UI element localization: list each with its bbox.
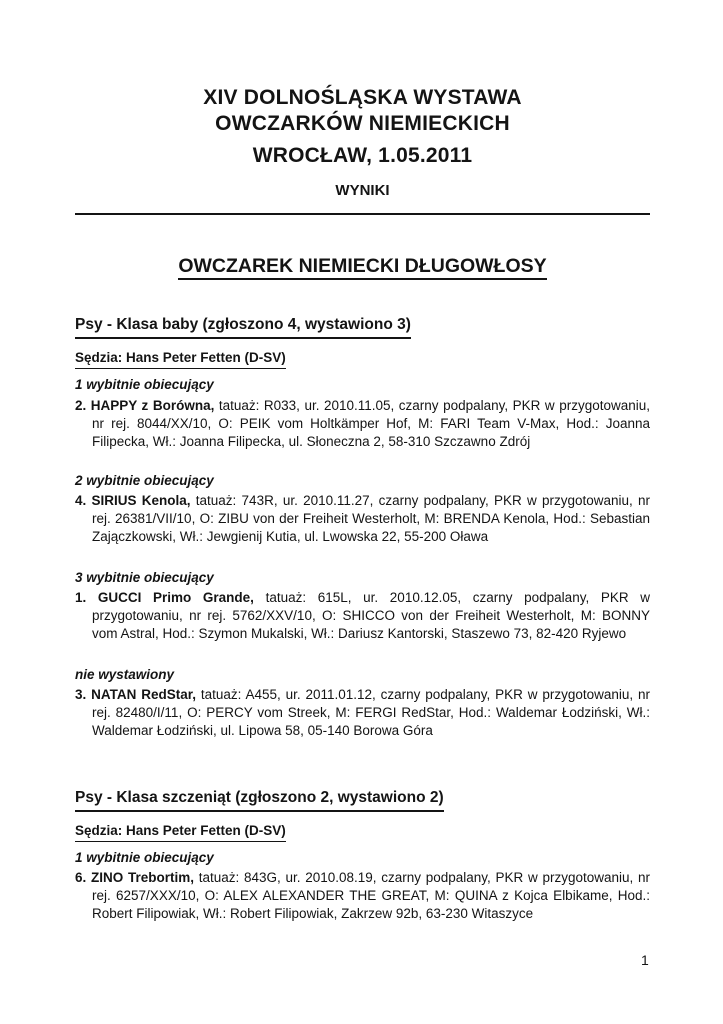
dog-entry [75, 397, 650, 451]
dog-entry [75, 589, 650, 643]
header-divider [75, 213, 650, 215]
dog-details: tatuaż: 615L, ur. 2010.12.05, czarny podpalany, PKR w przygotowaniu, nr rej. 5762/XXV/10, O: SHICCO von der Freiheit Westerholt, M: BONNY vom Astral, Hod.: Szymon Mukalski, Wł.: Dariusz Kantorski, Staszewo 73, 82-420 Ryjewo [92, 590, 650, 641]
placement-label: nie wystawiony [75, 667, 175, 682]
breed-title: OWCZAREK NIEMIECKI DŁUGOWŁOSY [178, 255, 546, 280]
title-line-1: XIV DOLNOŚLĄSKA WYSTAWA [203, 86, 522, 109]
placement-label: 1 wybitnie obiecujący [75, 377, 214, 392]
dog-name: 6. ZINO Treborti​m, [75, 870, 194, 885]
breed-heading [75, 253, 650, 279]
dog-name: 1. GUCCI Primo Grande, [75, 590, 254, 605]
title-line-3: WROCŁAW, 1.05.2011 [252, 144, 473, 167]
subtitle: WYNIKI [335, 182, 390, 199]
dog-details: tatuaż: 843G, ur. 2010.08.19, czarny podpalany, PKR w przygotowaniu, nr rej. 6257/XXX/10, O: ALEX ALEXANDER THE GREAT, M: QUINA z Kojca Elbikame, Hod.: Robert Filipowiak, Wł.: Robert Filipowiak, Zakrzew 92b, 63-230 Witaszyce [92, 870, 650, 921]
placement-label: 1 wybitnie obiecujący [75, 850, 214, 865]
dog-name: 4. SIRIUS Kenola, [75, 493, 191, 508]
page-number: 1 [641, 952, 649, 968]
dog-name: 2. HAPPY z Borówna, [75, 398, 215, 413]
dog-entry [75, 686, 650, 740]
dog-details: tatuaż: R033, ur. 2010.11.05, czarny podpalany, PKR w przygotowaniu, nr rej. 8044/XX/10, O: PEIK vom Holtkämper Hof, M: FARI Team V-Max, Hod.: Joanna Filipecka, Wł.: Joanna Filipecka, ul. Słoneczna 2, 58-310 Szczawno Zdrój [92, 398, 650, 449]
dog-name: 3. NATAN RedStar, [75, 687, 196, 702]
judge-line: Sędzia: Hans Peter Fetten (D-SV) [75, 349, 286, 369]
dog-details: tatuaż: A455, ur. 2011.01.12, czarny podpalany, PKR w przygotowaniu, nr rej. 82480/I/11, O: PERCY vom Streek, M: FERGI RedStar, Hod.: Waldemar Łodziński, Wł.: Waldemar Łodziński, ul. Lipowa 58, 05-140 Borowa Góra [92, 687, 650, 738]
dog-details: tatuaż: 743R, ur. 2010.11.27, czarny podpalany, PKR w przygotowaniu, nr rej. 26381/VII/10, O: ZIBU von der Freiheit Westerholt, M: BRENDA Kenola, Hod.: Sebastian Zajączkowski, Wł.: Jewgienij Kutia, ul. Lwowska 22, 55-200 Oława [92, 493, 650, 544]
class-heading: Psy - Klasa szczeniąt (zgłoszono 2, wystawiono 2) [75, 788, 444, 812]
class-heading: Psy - Klasa baby (zgłoszono 4, wystawiono 3) [75, 315, 411, 339]
placement-label: 3 wybitnie obiecujący [75, 570, 214, 585]
dog-entry [75, 492, 650, 546]
dog-entry [75, 869, 650, 923]
placement-label: 2 wybitnie obiecujący [75, 473, 214, 488]
title-line-2: OWCZARKÓW NIEMIECKICH [215, 112, 510, 135]
judge-line: Sędzia: Hans Peter Fetten (D-SV) [75, 822, 286, 842]
